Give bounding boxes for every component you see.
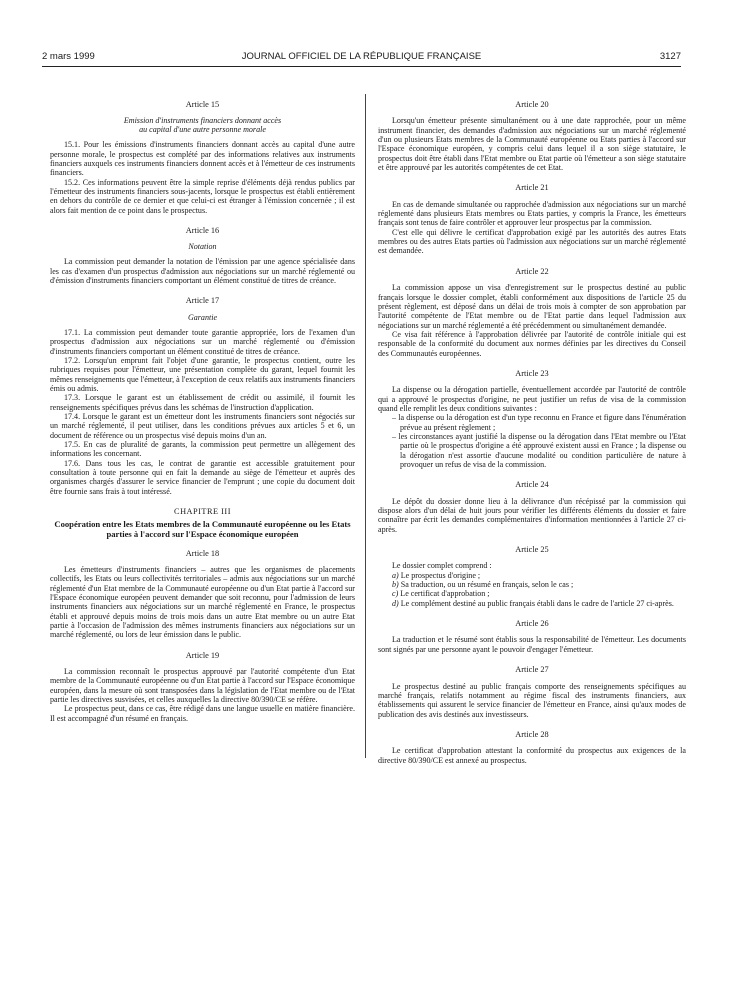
chapter-title: Coopération entre les Etats membres de la Communauté européenne ou les Etats parties à l'accord sur l'Espace économique européen [54, 519, 351, 539]
article-15-paragraph-1: 15.1. Pour les émissions d'instruments financiers donnant accès au capital d'une autre personne morale, le prospectus est complété par des informations relatives aux instruments financiers auxquels ces instruments financiers donnent accès et à l'émetteur de ces instruments financiers. [50, 140, 355, 178]
column-divider [365, 94, 366, 758]
article-23-dash-2: – les circonstances ayant justifié la dispense ou la dérogation dans l'Etat membre ou l'Etat partie où le prospectus d'origine a été approuvé existent aussi en France ; la dispense ou la dérogation n'est assortie d'aucune modalité ou condition particulière de nature à provoquer un refus de visa de la commission. [392, 431, 686, 469]
article-17-paragraph-4: 17.4. Lorsque le garant est un émetteur dont les instruments financiers sont négociés sur un marché réglementé, il peut utiliser, dans les conditions prévues aux articles 5 et 6, un document de référence ou un prospectus visé depuis moins d'un an. [50, 411, 355, 440]
item-d-letter: d) [392, 598, 399, 608]
article-23-title: Article 23 [515, 368, 549, 378]
header-journal-title: JOURNAL OFFICIEL DE LA RÉPUBLIQUE FRANÇAISE [241, 51, 482, 62]
article-23-dash-1: – la dispense ou la dérogation est d'un type reconnu en France et figure dans l'énumération prévue au présent règlement ; [392, 413, 686, 432]
article-21-paragraph-1: En cas de demande simultanée ou rapprochée d'admission aux négociations sur un marché réglementé dans plusieurs Etats membres ou Etats parties, y compris la France, les émetteurs français sont tenus de faire contrôler et approuver leur prospectus par la commission. [378, 199, 686, 228]
article-22-title: Article 22 [515, 266, 549, 276]
article-25-item-d [378, 599, 686, 608]
article-25-item-a [378, 571, 686, 580]
chapter-label: CHAPITRE III [174, 507, 231, 516]
article-16-paragraph-1: La commission peut demander la notation de l'émission par une agence spécialisée dans les cas d'examen d'un prospectus d'admission aux négociations sur un marché réglementé ou d'émission d'instruments financiers comportant un élément constitué de titres de créance. [50, 257, 355, 286]
header-page-number: 3127 [659, 51, 681, 62]
article-16-subtitle: Notation [188, 242, 217, 252]
article-17-paragraph-1: 17.1. La commission peut demander toute garantie appropriée, lors de l'examen d'un prospectus d'admission aux négociations sur un marché réglementé ou d'émission d'instruments financiers comportant un élément constitué de titres de créance. [50, 327, 355, 356]
item-d-text: Le complément destiné au public français établi dans le cadre de l'article 27 ci-après. [398, 598, 674, 608]
article-25-title: Article 25 [515, 545, 549, 555]
page-header [42, 51, 681, 65]
item-c-text: Le certificat d'approbation ; [398, 589, 490, 599]
article-18-title: Article 18 [185, 548, 220, 558]
article-20-paragraph-1: Lorsqu'un émetteur présente simultanément ou à une date rapprochée, pour un même instrument financier, des demandes d'admission aux négociations sur un marché réglementé d'un ou plusieurs Etats membres de la Communauté européenne ou Etats parties à l'accord sur l'Espace économique européen, y compris celui dans lequel il a son siège statutaire, le prospectus doit être établi dans l'Etat membre ou Etat partie où l'émetteur a son siège statutaire et être approuvé par les autorités compétentes de cet Etat. [378, 116, 686, 173]
article-25-item-c [378, 589, 686, 598]
article-27-paragraph-1: Le prospectus destiné au public français comporte des renseignements spécifiques au marché français, relatifs notamment au régime fiscal des instruments financiers, aux établissements qui assurent le service financier de l'émetteur en France, ainsi qu'aux modes de publication des avis destinés aux investisseurs. [378, 681, 686, 719]
article-19-title: Article 19 [185, 650, 220, 660]
article-26-paragraph-1: La traduction et le résumé sont établis sous la responsabilité de l'émetteur. Les documents sont signés par une personne ayant le pouvoir d'engager l'émetteur. [378, 635, 686, 654]
article-28-paragraph-1: Le certificat d'approbation attestant la conformité du prospectus aux exigences de la directive 80/390/CE est annexé au prospectus. [378, 746, 686, 765]
article-17-paragraph-6: 17.6. Dans tous les cas, le contrat de garantie est accessible gratuitement pour consultation à toute personne qui en fait la demande au siège de l'émetteur et auprès des organismes chargés d'assurer le service financier de l'emprunt ; une copie du document doit être fournie sans frais à tout intéressé. [50, 458, 355, 496]
article-21-paragraph-2: C'est elle qui délivre le certificat d'approbation exigé par les autorités des autres Etats membres ou des autres Etats parties où l'admission aux négociations sur un marché réglementé est demandée. [378, 227, 686, 256]
article-15-subtitle-line-1: Emission d'instruments financiers donnant accès [123, 116, 282, 126]
article-19-paragraph-2: Le prospectus peut, dans ce cas, être rédigé dans une langue usuelle en matière financière. Il est accompagné d'un résumé en français. [50, 704, 355, 723]
article-15-title: Article 15 [185, 100, 220, 109]
article-21-title: Article 21 [515, 183, 549, 193]
article-17-paragraph-2: 17.2. Lorsqu'un emprunt fait l'objet d'une garantie, le prospectus contient, outre les rubriques requises pour l'émetteur, une présentation complète du garant, lequel fournit les mêmes renseignements que l'émetteur, à l'exception de ceux relatifs aux instruments financiers émis ou admis. [50, 355, 355, 393]
article-28-title: Article 28 [515, 729, 549, 739]
article-24-title: Article 24 [515, 480, 549, 490]
item-b-letter: b) [392, 580, 399, 590]
article-15-subtitle [50, 116, 355, 134]
article-18-paragraph-1: Les émetteurs d'instruments financiers – autres que les organismes de placements collectifs, les Etats ou leurs collectivités territoriales – admis aux négociations sur un marché réglementé d'un Etat membre de la Communauté européenne ou d'un Etat partie à l'accord sur l'Espace économique européen peuvent demander que soit reconnu, pour l'admission de leurs instruments financiers aux négociations sur un marché réglementé en France, le prospectus établi et approuvé depuis moins de trois mois dans un autre Etat membre ou un autre Etat partie à l'occasion de l'admission des mêmes instruments financiers aux négociations sur un marché réglementé, ou lors de leur émission dans le public. [50, 564, 355, 640]
article-22-paragraph-1: La commission appose un visa d'enregistrement sur le prospectus destiné au public français lorsque le dossier complet, établi conformément aux dispositions de l'article 25 du présent règlement, est déposé dans un délai de trois mois à compter de son approbation par l'autorité compétente de l'Etat membre ou de l'Etat partie dans lequel l'admission aux négociations sur un marché réglementé a été précédemment ou simultanément demandée. [378, 283, 686, 330]
article-25-item-b [378, 580, 686, 589]
right-column [378, 100, 686, 765]
article-27-title: Article 27 [515, 665, 549, 675]
article-15-paragraph-2: 15.2. Ces informations peuvent être la simple reprise d'éléments déjà rendus publics par l'émetteur des instruments financiers sous-jacents, lorsque le prospectus est établi entièrement en dehors du contrôle de ce dernier et que celui-ci est étranger à l'émission concernée ; il est alors fait mention de ce point dans le prospectus. [50, 177, 355, 215]
article-23-paragraph-1: La dispense ou la dérogation partielle, éventuellement accordée par l'autorité de contrôle qui a approuvé le prospectus d'origine, ne peut justifier un refus de visa de la commission quand elle remplit les deux conditions suivantes : [378, 385, 686, 413]
article-26-title: Article 26 [515, 619, 549, 629]
article-17-paragraph-3: 17.3. Lorsque le garant est un établissement de crédit ou assimilé, il fournit les renseignements spécifiques prévus dans les schémas de l'instruction d'application. [50, 393, 355, 412]
article-17-subtitle: Garantie [187, 312, 218, 322]
article-19-paragraph-1: La commission reconnaît le prospectus approuvé par l'autorité compétente d'un Etat membre de la Communauté européenne ou d'un Etat partie à l'accord sur l'Espace économique européen, dans la mesure où sont transposées dans la législation de l'Etat membre ou de l'Etat partie les directives susvisées, et celles auxquelles la directive 80/390/CE se réfère. [50, 666, 355, 704]
article-17-title: Article 17 [185, 296, 220, 306]
item-a-text: Le prospectus d'origine ; [398, 570, 481, 580]
item-b-text: Sa traduction, ou un résumé en français, selon le cas ; [398, 580, 574, 590]
article-24-paragraph-1: Le dépôt du dossier donne lieu à la délivrance d'un récépissé par la commission qui dispose alors d'un délai de huit jours pour vérifier les différents éléments du dossier et faire connaître par écrit les demandes complémentaires d'information mentionnées à l'article 27 ci-après. [378, 496, 686, 534]
article-20-title: Article 20 [515, 100, 549, 109]
article-15-subtitle-line-2: au capital d'une autre personne morale [139, 125, 266, 135]
header-date: 2 mars 1999 [42, 51, 95, 62]
article-16-title: Article 16 [185, 226, 220, 236]
item-c-letter: c) [392, 589, 399, 599]
article-25-intro: Le dossier complet comprend : [392, 561, 492, 571]
header-rule [42, 66, 681, 67]
item-a-letter: a) [392, 570, 399, 580]
article-17-paragraph-5: 17.5. En cas de pluralité de garants, la commission peut permettre un allègement des informations les concernant. [50, 439, 355, 459]
left-column [50, 100, 355, 723]
article-22-paragraph-2: Ce visa fait référence à l'approbation délivrée par l'autorité de contrôle initiale qui est responsable de la conformité du document aux normes définies par les directives du Conseil des Communautés européennes. [378, 329, 686, 358]
